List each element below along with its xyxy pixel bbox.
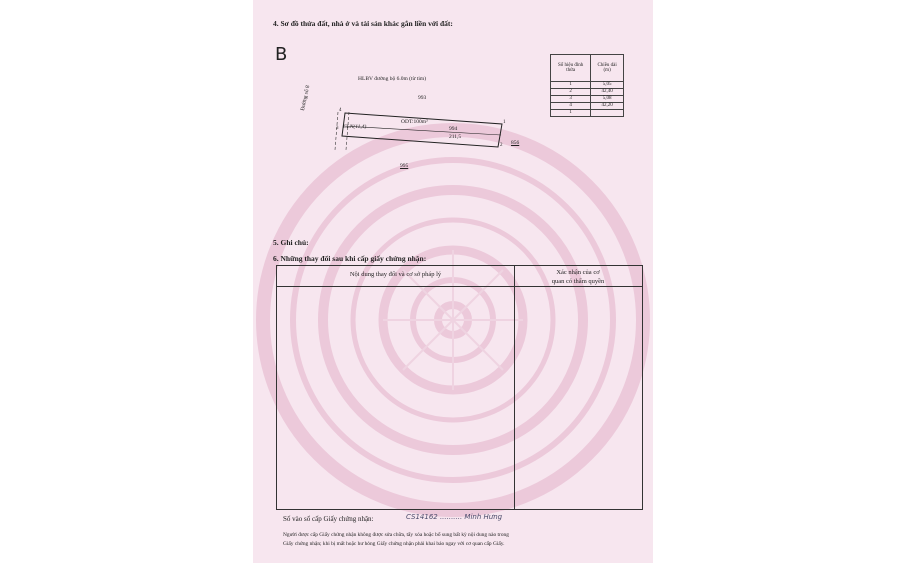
header-point: Số hiệu đỉnh thửa bbox=[551, 55, 591, 82]
road-label-top: HLBV đường bộ 6.0m (từ tim) bbox=[358, 76, 427, 82]
table-row bbox=[551, 96, 624, 103]
point-cell: 4 bbox=[551, 103, 591, 110]
registry-handwritten-value: CS14162 .......... Minh Hưng bbox=[406, 513, 503, 521]
changes-table bbox=[276, 265, 643, 510]
section-4-title: 4. Sơ đồ thửa đất, nhà ở và tài sản khác gắn liền với đất: bbox=[273, 19, 453, 28]
registry-label: Số vào sổ cấp Giấy chứng nhận: bbox=[283, 515, 374, 523]
table-row bbox=[551, 89, 624, 96]
neighbor-parcel-right: 856 bbox=[511, 140, 520, 146]
parcel-number: 994 bbox=[449, 126, 458, 132]
parcel-dimensions-table bbox=[550, 54, 624, 117]
point-cell: 1 bbox=[551, 82, 591, 89]
column-header-confirmation-line1: Xác nhận của cơ bbox=[556, 269, 600, 276]
neighbor-parcel-bottom: 995 bbox=[400, 163, 409, 169]
north-arrow-icon: B bbox=[275, 44, 288, 65]
table-row bbox=[551, 110, 624, 117]
parcel-inner-line bbox=[343, 126, 501, 135]
vertex-label-1: 1 bbox=[503, 120, 506, 125]
section-6-title: 6. Những thay đổi sau khi cấp giấy chứng nhận: bbox=[273, 254, 427, 263]
vertex-label-3: 3 bbox=[336, 126, 339, 131]
column-divider bbox=[514, 266, 515, 509]
length-cell: 5,08 bbox=[591, 96, 624, 103]
safety-corridor-line bbox=[346, 112, 349, 150]
footer-note-line2: Giấy chứng nhận; khi bị mất hoặc hư hỏng Giấy chứng nhận phải khai báo ngay với cơ quan cấp Giấy. bbox=[283, 541, 505, 547]
section-5-title: 5. Ghi chú: bbox=[273, 238, 309, 247]
land-use-cln: CLN(11,4) bbox=[343, 124, 367, 130]
certificate-page bbox=[253, 0, 653, 563]
point-cell: 2 bbox=[551, 89, 591, 96]
length-cell: 42,20 bbox=[591, 103, 624, 110]
column-header-confirmation-line2: quan có thẩm quyền bbox=[551, 278, 605, 285]
table-row bbox=[551, 82, 624, 89]
length-cell bbox=[591, 110, 624, 117]
column-header-confirmation bbox=[514, 268, 642, 286]
length-cell: 42,40 bbox=[591, 89, 624, 96]
column-header-content: Nội dung thay đổi và cơ sở pháp lý bbox=[349, 271, 442, 278]
point-cell: 1 bbox=[551, 110, 591, 117]
parcel-area: 211,5 bbox=[449, 134, 462, 140]
vertex-label-2: 2 bbox=[500, 143, 503, 148]
length-cell: 5,05 bbox=[591, 82, 624, 89]
header-length: Chiều dài (m) bbox=[591, 55, 624, 82]
footer-note-line1: Người được cấp Giấy chứng nhận không được sửa chữa, tẩy xóa hoặc bổ sung bất kỳ nội dung nào trong bbox=[283, 532, 509, 538]
land-use-odt: ODT:100m² bbox=[401, 119, 428, 125]
vertex-label-4: 4 bbox=[339, 108, 342, 113]
road-boundary-line bbox=[335, 112, 338, 150]
road-label-left: Đường số 8 bbox=[300, 84, 312, 112]
table-row bbox=[551, 103, 624, 110]
table-header-row bbox=[551, 55, 624, 82]
neighbor-parcel-top: 993 bbox=[418, 95, 427, 101]
point-cell: 3 bbox=[551, 96, 591, 103]
